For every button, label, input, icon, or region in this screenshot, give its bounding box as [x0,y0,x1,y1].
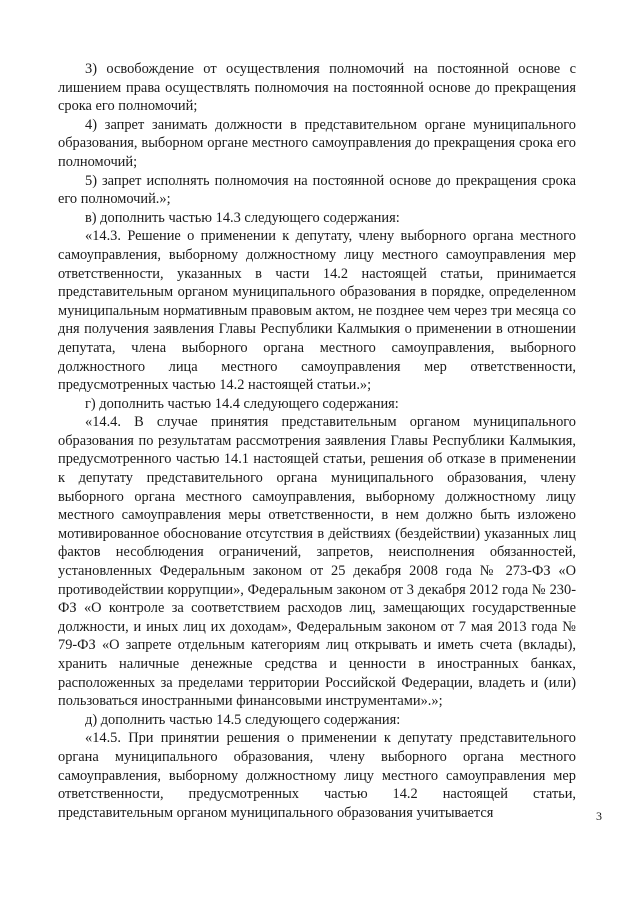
paragraph-item-4: 4) запрет занимать должности в представительном органе муниципального образования, выборном органе местного самоуправления до прекращения срока его полномочий; [58,116,576,170]
page-number: 3 [596,809,602,823]
paragraph-part-14-5: «14.5. При принятии решения о применении к депутату представительного органа муниципального образования, члену выборного органа местного самоуправления, выборному должностному лицу местного самоуправления мер ответственности, предусмотренных частью 14.2 настоящей статьи, представительным органом муниципального образования учитывается [58,730,576,821]
paragraph-amend-d: д) дополнить частью 14.5 следующего содержания: [85,711,401,728]
paragraph-item-5: 5) запрет исполнять полномочия на постоянной основе до прекращения срока его полномочий.»; [58,172,576,208]
document-page [58,60,576,822]
paragraph-amend-g: г) дополнить частью 14.4 следующего содержания: [85,395,399,412]
paragraph-item-3: 3) освобождение от осуществления полномочий на постоянной основе с лишением права осуществлять полномочия на постоянной основе до прекращения срока его полномочий; [58,61,576,115]
paragraph-amend-v: в) дополнить частью 14.3 следующего содержания: [85,209,400,226]
paragraph-part-14-4: «14.4. В случае принятия представительным органом муниципального образования по результатам рассмотрения заявления Главы Республики Калмыкия, предусмотренного частью 14.1 настоящей статьи, решения об отказе в применении к депутату представительного органа муниципального образования, члену выборного органа местного самоуправления, выборному должностному лицу местного самоуправления меры ответственности, в нем должно быть изложено мотивированное обоснование отсутствия в действиях (бездействии) указанных лиц фактов несоблюдения ограничений, запретов, неисполнения обязанностей, установленных Федеральным законом от 25 декабря 2008 года № 273-ФЗ «О противодействии коррупции», Федеральным законом от 3 декабря 2012 года № 230-ФЗ «О контроле за соответствием расходов лиц, замещающих государственные должности, и иных лиц их доходам», Федеральным законом от 7 мая 2013 года № 79-ФЗ «О запрете отдельным категориям лиц открывать и иметь счета (вклады), хранить наличные денежные средства и ценности в иностранных банках, расположенных за пределами территории Российской Федерации, владеть и (или) пользоваться иностранными финансовыми инструментами».»; [58,414,576,710]
paragraph-part-14-3: «14.3. Решение о применении к депутату, члену выборного органа местного самоуправления, выборному должностному лицу местного самоуправления мер ответственности, указанных в части 14.2 настоящей статьи, принимается представительным органом муниципального образования в порядке, определенном муниципальным нормативным правовым актом, не позднее чем через три месяца со дня получения заявления Главы Республики Калмыкия о применении в отношении депутата, члена выборного органа местного самоуправления, выборного должностного лица местного самоуправления мер ответственности, предусмотренных частью 14.2 настоящей статьи.»; [58,228,576,394]
